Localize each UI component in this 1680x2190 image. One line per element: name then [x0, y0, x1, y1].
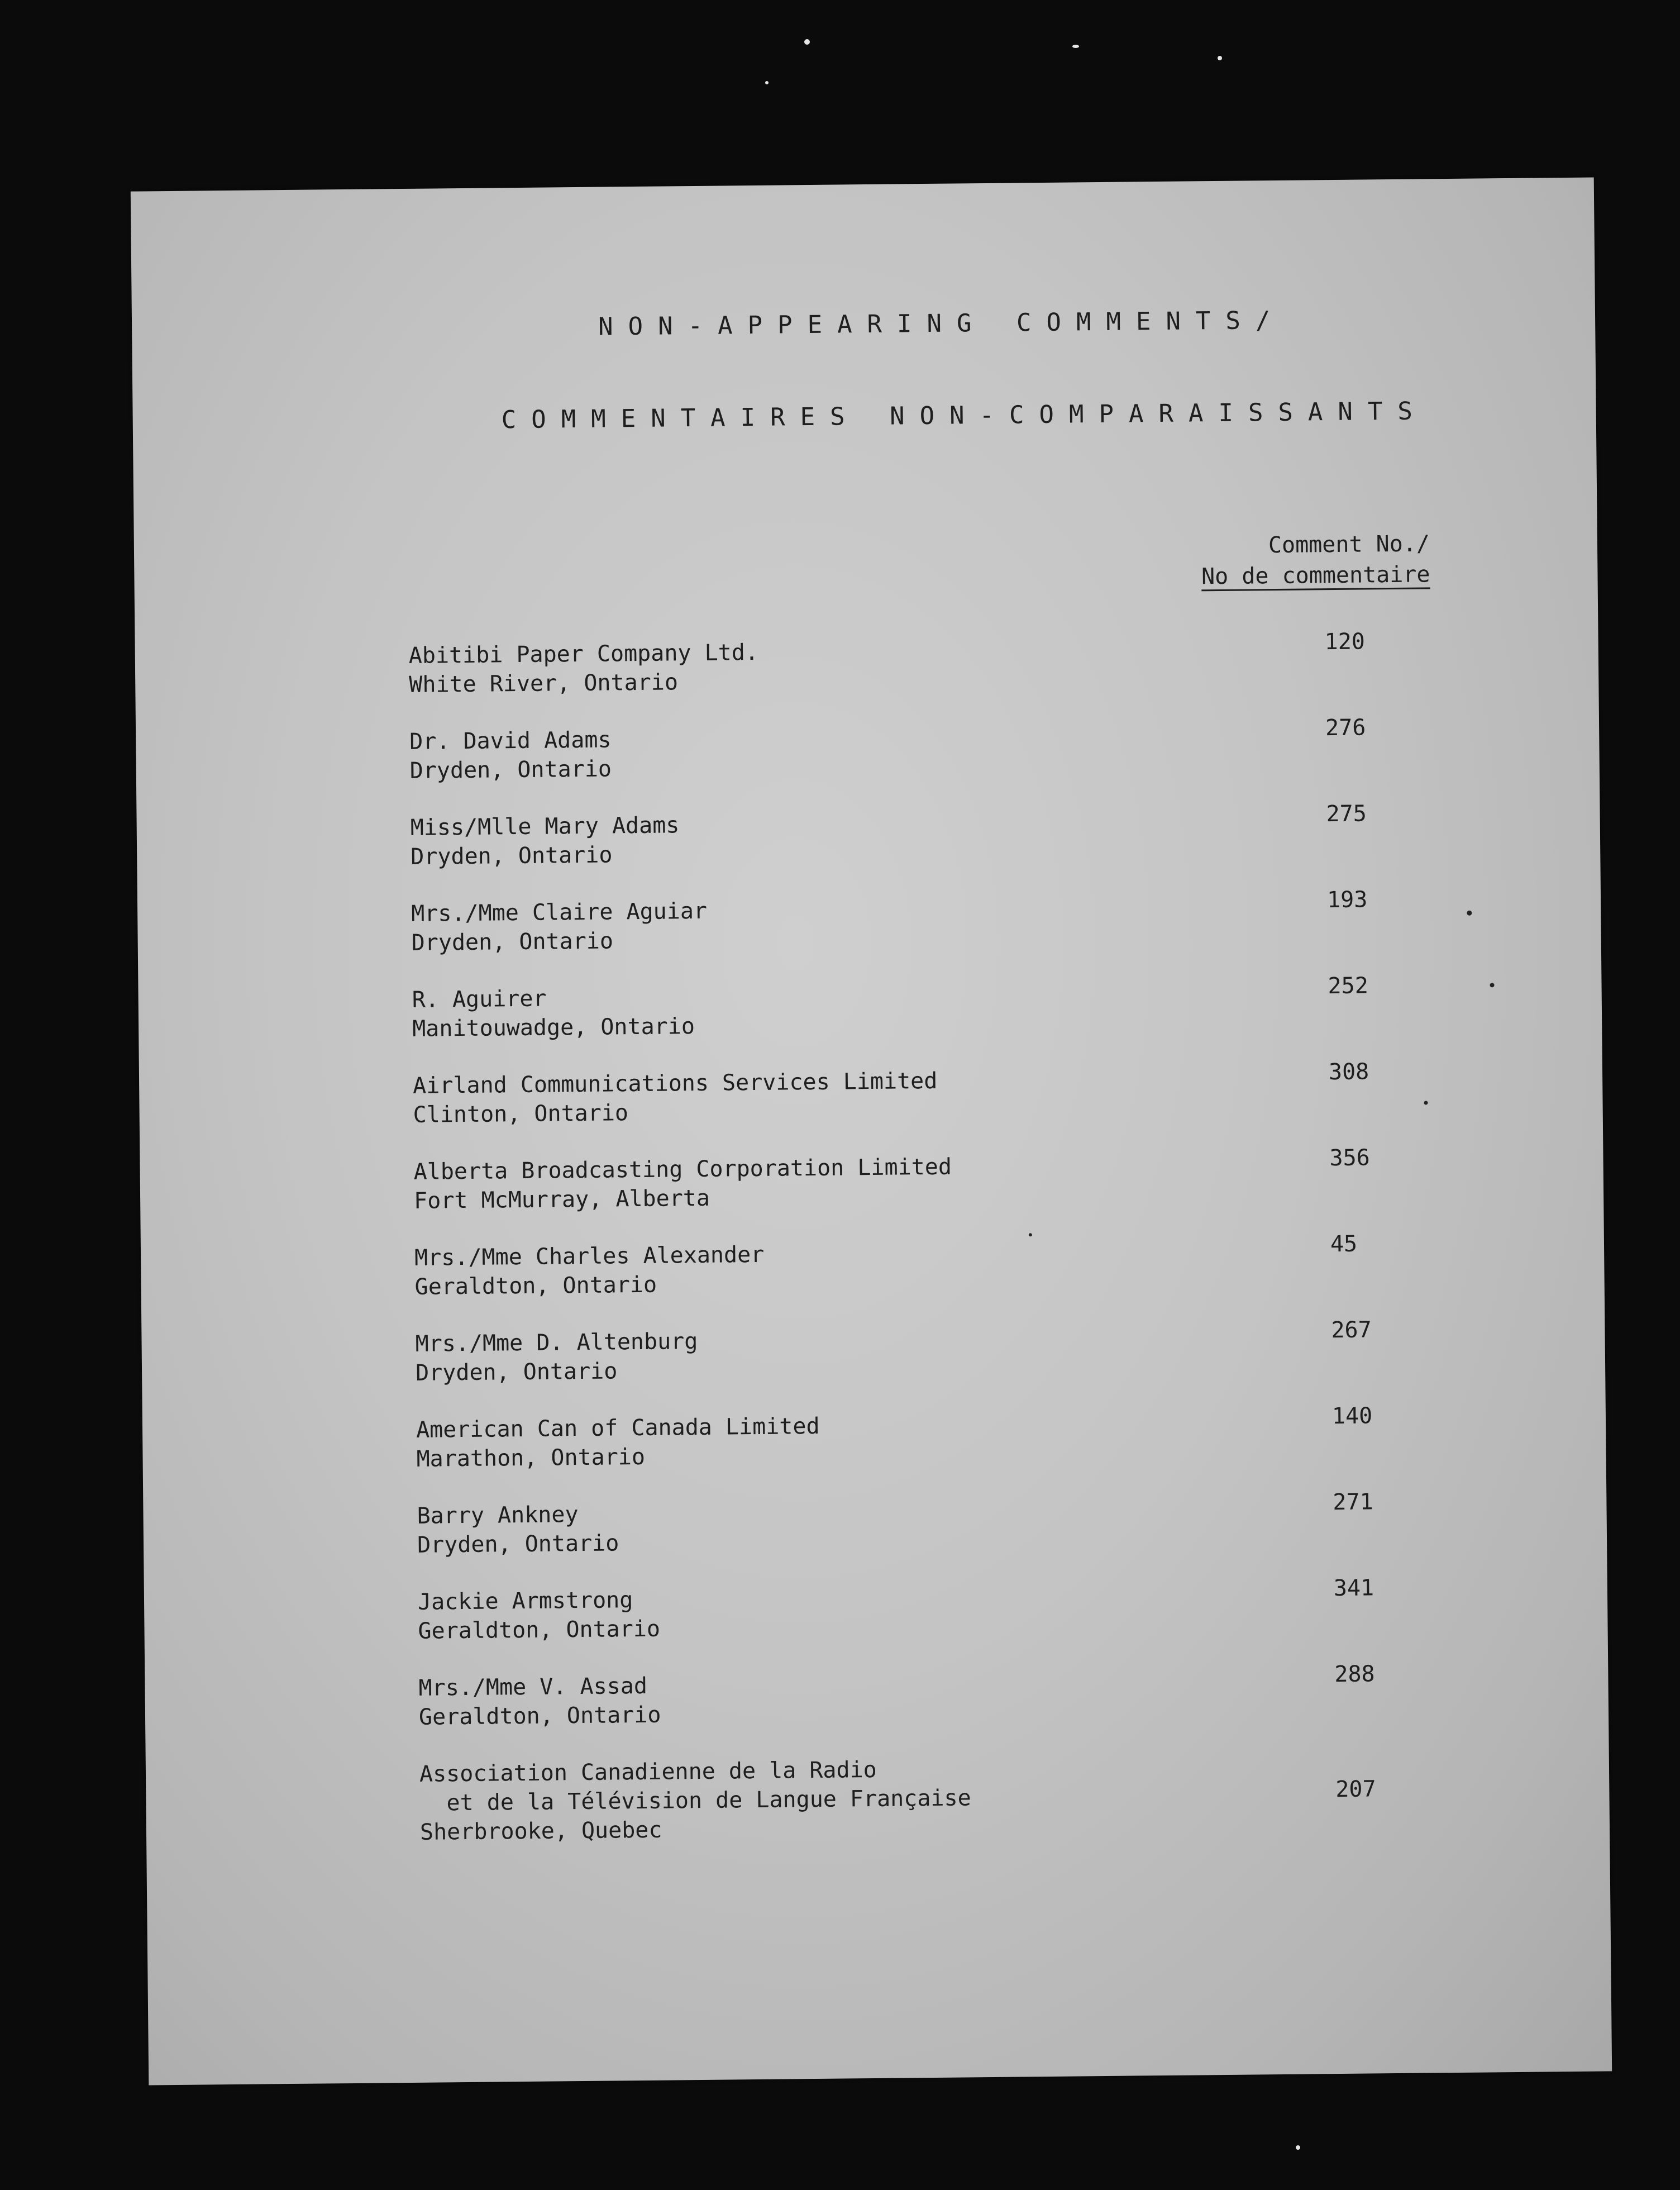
entry-location: Dryden, Ontario [409, 756, 612, 784]
entry-location: Geraldton, Ontario [414, 1272, 657, 1300]
list-item [412, 975, 1529, 1072]
list-item [413, 1061, 1530, 1158]
column-header-english: Comment No./ [1268, 531, 1430, 559]
entry-name: R. Aguirer [412, 986, 547, 1013]
list-item [409, 717, 1527, 813]
entry-name: Mrs./Mme Charles Alexander [414, 1241, 765, 1271]
scan-speck [1218, 56, 1222, 60]
entry-number: 356 [1329, 1145, 1370, 1172]
scan-speck [1029, 1233, 1032, 1236]
entry-location: Fort McMurray, Alberta [413, 1185, 710, 1214]
entry-location: Sherbrooke, Quebec [419, 1817, 662, 1845]
entry-number: 341 [1333, 1575, 1374, 1602]
entry-location: Dryden, Ontario [411, 928, 614, 956]
entry-number: 45 [1330, 1231, 1358, 1258]
scan-speck [1467, 911, 1472, 916]
entry-number: 207 [1335, 1776, 1376, 1803]
list-item [409, 631, 1526, 727]
title-english: NON-APPEARING COMMENTS/ [598, 306, 1286, 341]
entry-number: 271 [1333, 1489, 1373, 1516]
entry-location: Manitouwadge, Ontario [412, 1013, 695, 1042]
entry-number: 252 [1328, 973, 1369, 999]
scan-speck [1424, 1101, 1428, 1104]
entry-number: 288 [1334, 1661, 1375, 1688]
entry-number: 140 [1331, 1403, 1373, 1430]
entry-name: Alberta Broadcasting Corporation Limited [413, 1154, 952, 1185]
title-french: COMMENTAIRES NON-COMPARAISSANTS [501, 397, 1428, 435]
list-item [415, 1319, 1533, 1416]
entry-location: Geraldton, Ontario [418, 1616, 661, 1644]
entry-number: 120 [1324, 629, 1366, 655]
entry-location: White River, Ontario [409, 669, 679, 698]
entry-name: American Can of Canada Limited [416, 1413, 820, 1443]
paper-sheet [131, 178, 1612, 2086]
list-item [417, 1491, 1534, 1588]
scan-speck [804, 39, 810, 45]
entry-number: 308 [1328, 1059, 1369, 1086]
entry-name: Jackie Armstrong [417, 1587, 633, 1615]
list-item [414, 1233, 1532, 1330]
list-item [416, 1405, 1534, 1502]
scan-speck [1072, 45, 1079, 48]
entry-number: 275 [1326, 801, 1367, 827]
scan-speck [1296, 2145, 1300, 2150]
entry-location: Marathon, Ontario [416, 1444, 646, 1472]
entry-location: Dryden, Ontario [411, 842, 613, 870]
entry-list [409, 631, 1538, 1877]
entry-location: Geraldton, Ontario [418, 1702, 661, 1730]
entry-name: Airland Communications Services Limited [412, 1068, 938, 1099]
list-item [419, 1749, 1538, 1877]
scan-speck [1490, 983, 1495, 987]
entry-name-continued: et de la Télévision de Langue Française [446, 1785, 971, 1816]
scan-speck [765, 81, 769, 84]
entry-name: Abitibi Paper Company Ltd. [408, 639, 759, 669]
entry-number: 267 [1331, 1317, 1372, 1344]
entry-name: Mrs./Mme D. Altenburg [415, 1329, 698, 1357]
list-item [418, 1663, 1536, 1760]
entry-name: Mrs./Mme V. Assad [418, 1673, 648, 1701]
list-item [413, 1147, 1531, 1244]
entry-name: Miss/Mlle Mary Adams [410, 812, 680, 841]
entry-number: 276 [1325, 715, 1366, 741]
entry-location: Dryden, Ontario [417, 1530, 619, 1558]
entry-location: Clinton, Ontario [413, 1100, 629, 1128]
entry-name: Association Canadienne de la Radio [419, 1756, 877, 1787]
list-item [410, 803, 1528, 899]
column-header-french: No de commentaire [1201, 561, 1430, 590]
entry-name: Dr. David Adams [409, 727, 612, 755]
entry-location: Dryden, Ontario [415, 1358, 618, 1386]
entry-number: 193 [1326, 887, 1368, 913]
list-item [418, 1577, 1535, 1674]
entry-name: Mrs./Mme Claire Aguiar [411, 898, 708, 927]
entry-name: Barry Ankney [417, 1502, 579, 1529]
list-item [411, 889, 1529, 986]
